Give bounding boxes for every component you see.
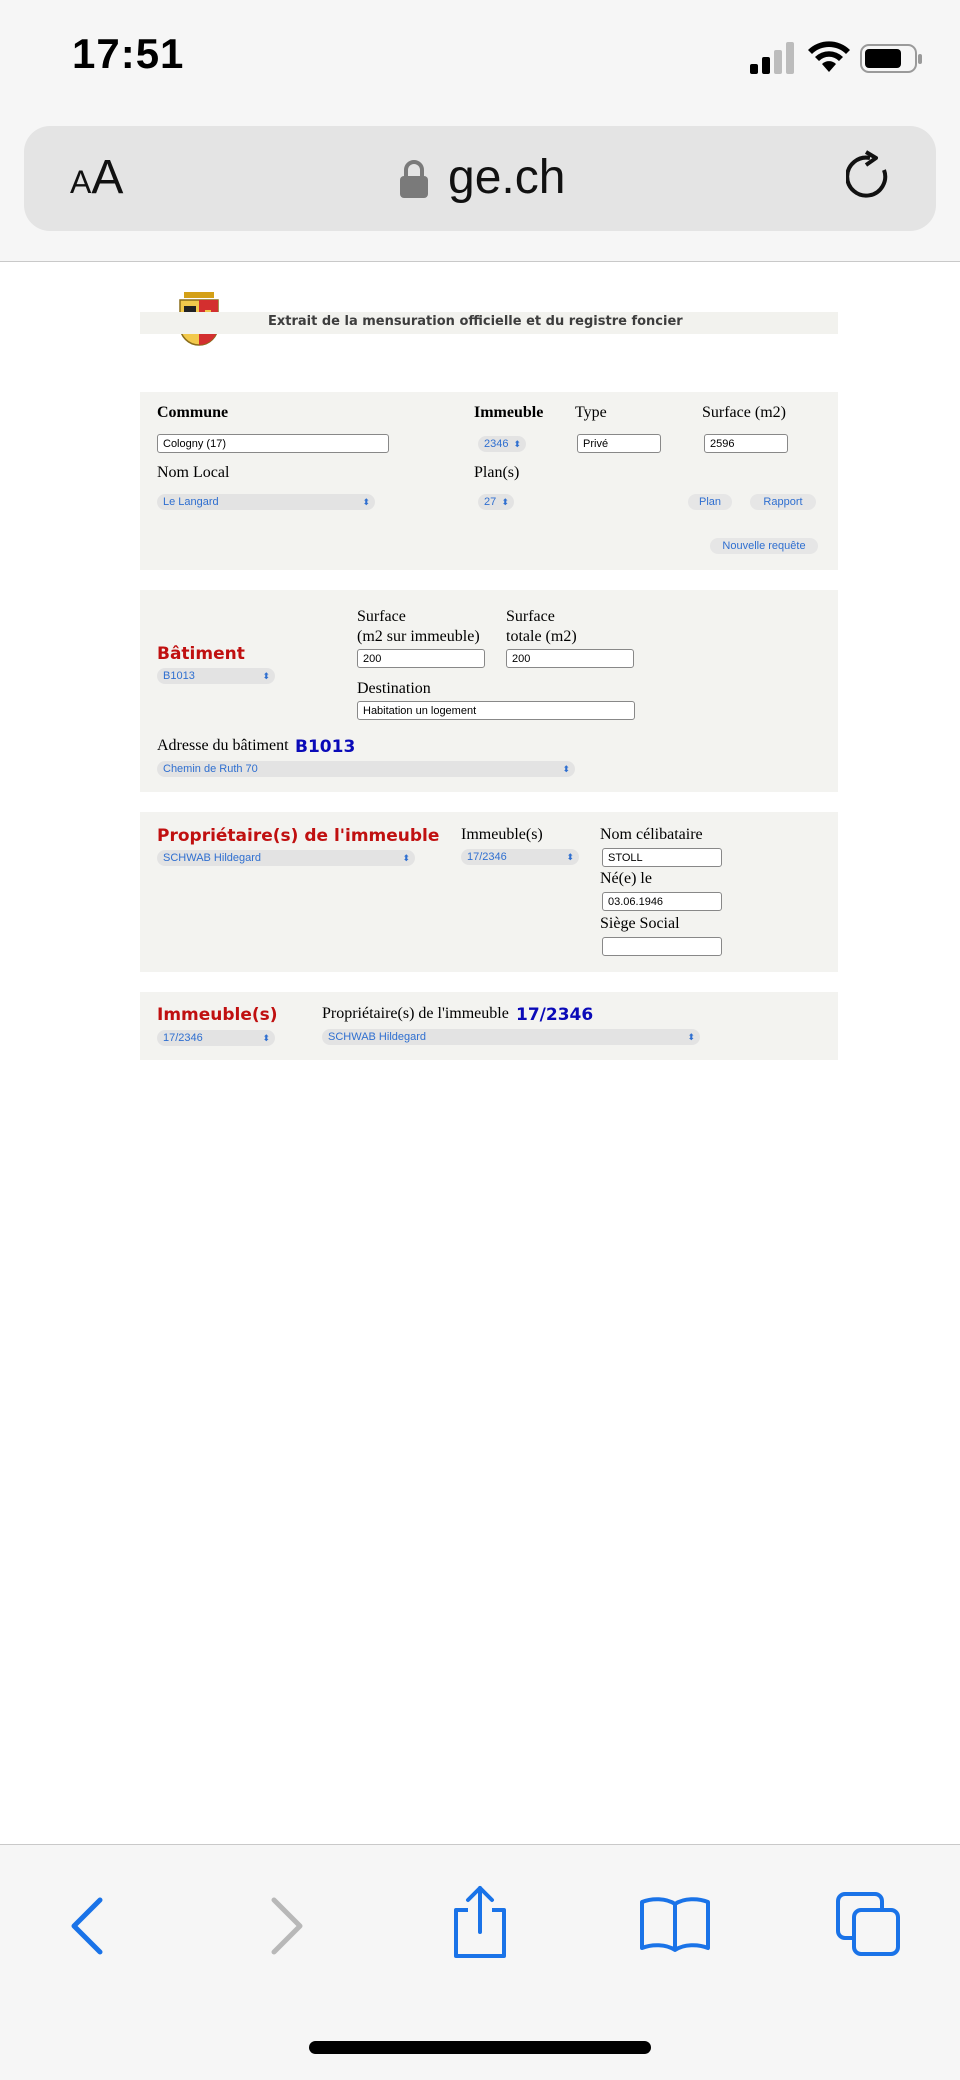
adresse-label: Adresse du bâtiment xyxy=(157,737,289,754)
surface-immeuble-field[interactable]: 200 xyxy=(357,649,485,668)
nom-local-label: Nom Local xyxy=(157,464,230,481)
immeubles-owners-label: Propriétaire(s) de l'immeuble xyxy=(322,1005,509,1022)
page-host: ge.ch xyxy=(448,151,566,204)
adresse-select[interactable]: Chemin de Ruth 70 ⬍ xyxy=(157,761,575,777)
batiment-title: Bâtiment xyxy=(157,644,245,664)
surface-totale-label-2: totale (m2) xyxy=(506,628,577,645)
plans-select[interactable]: 27 ⬍ xyxy=(478,494,514,510)
lock-icon xyxy=(400,160,428,198)
type-field[interactable]: Privé xyxy=(577,434,661,453)
surface-totale-label-1: Surface xyxy=(506,608,555,625)
nom-celibataire-label: Nom célibataire xyxy=(600,826,703,843)
surface-field[interactable]: 2596 xyxy=(704,434,788,453)
immeubles-owners-code: 17/2346 xyxy=(516,1005,594,1025)
nom-celibataire-field[interactable]: STOLL xyxy=(602,848,722,867)
forward-icon xyxy=(264,1896,310,1956)
plan-button[interactable]: Plan xyxy=(688,494,732,510)
status-time: 17:51 xyxy=(72,30,185,77)
bookmarks-icon[interactable] xyxy=(638,1894,712,1954)
immeubles-title: Immeuble(s) xyxy=(157,1005,278,1025)
immeubles-label: Immeuble(s) xyxy=(461,826,543,843)
surface-totale-field[interactable]: 200 xyxy=(506,649,634,668)
batiment-select[interactable]: B1013 ⬍ xyxy=(157,668,275,684)
destination-field[interactable]: Habitation un logement xyxy=(357,701,635,720)
back-icon[interactable] xyxy=(64,1896,110,1956)
ne-le-field[interactable]: 03.06.1946 xyxy=(602,892,722,911)
commune-field[interactable]: Cologny (17) xyxy=(157,434,389,453)
wifi-icon xyxy=(808,40,850,74)
owner-select[interactable]: SCHWAB Hildegard ⬍ xyxy=(157,850,415,866)
new-request-button[interactable]: Nouvelle requête xyxy=(710,538,818,554)
type-label: Type xyxy=(575,404,607,421)
proprietaires-title: Propriétaire(s) de l'immeuble xyxy=(157,826,440,846)
immeuble-select[interactable]: 2346 ⬍ xyxy=(478,436,526,452)
plans-label: Plan(s) xyxy=(474,464,520,481)
battery-icon xyxy=(860,44,924,74)
reload-icon[interactable] xyxy=(846,150,894,206)
ne-le-label: Né(e) le xyxy=(600,870,652,887)
siege-label: Siège Social xyxy=(600,915,680,932)
immeubles-panel-select[interactable]: 17/2346 ⬍ xyxy=(157,1030,275,1046)
tabs-icon[interactable] xyxy=(834,1890,904,1958)
immeubles-select[interactable]: 17/2346 ⬍ xyxy=(461,849,579,865)
signal-icon xyxy=(750,42,798,74)
share-icon[interactable] xyxy=(450,1884,510,1960)
commune-label: Commune xyxy=(157,404,229,421)
surface-immeuble-label-2: (m2 sur immeuble) xyxy=(357,628,480,645)
immeuble-label: Immeuble xyxy=(474,404,544,421)
immeubles-owners-select[interactable]: SCHWAB Hildegard ⬍ xyxy=(322,1029,700,1045)
surface-label: Surface (m2) xyxy=(702,404,786,421)
immeubles-panel xyxy=(140,992,838,1060)
surface-immeuble-label-1: Surface xyxy=(357,608,406,625)
nom-local-select[interactable]: Le Langard ⬍ xyxy=(157,494,375,510)
reader-settings-button[interactable]: AA xyxy=(70,151,124,204)
destination-label: Destination xyxy=(357,680,431,697)
siege-field[interactable] xyxy=(602,937,722,956)
rapport-button[interactable]: Rapport xyxy=(750,494,816,510)
adresse-code: B1013 xyxy=(295,737,356,757)
page-title: Extrait de la mensuration officielle et du registre foncier xyxy=(268,314,683,329)
home-indicator xyxy=(309,2041,651,2054)
